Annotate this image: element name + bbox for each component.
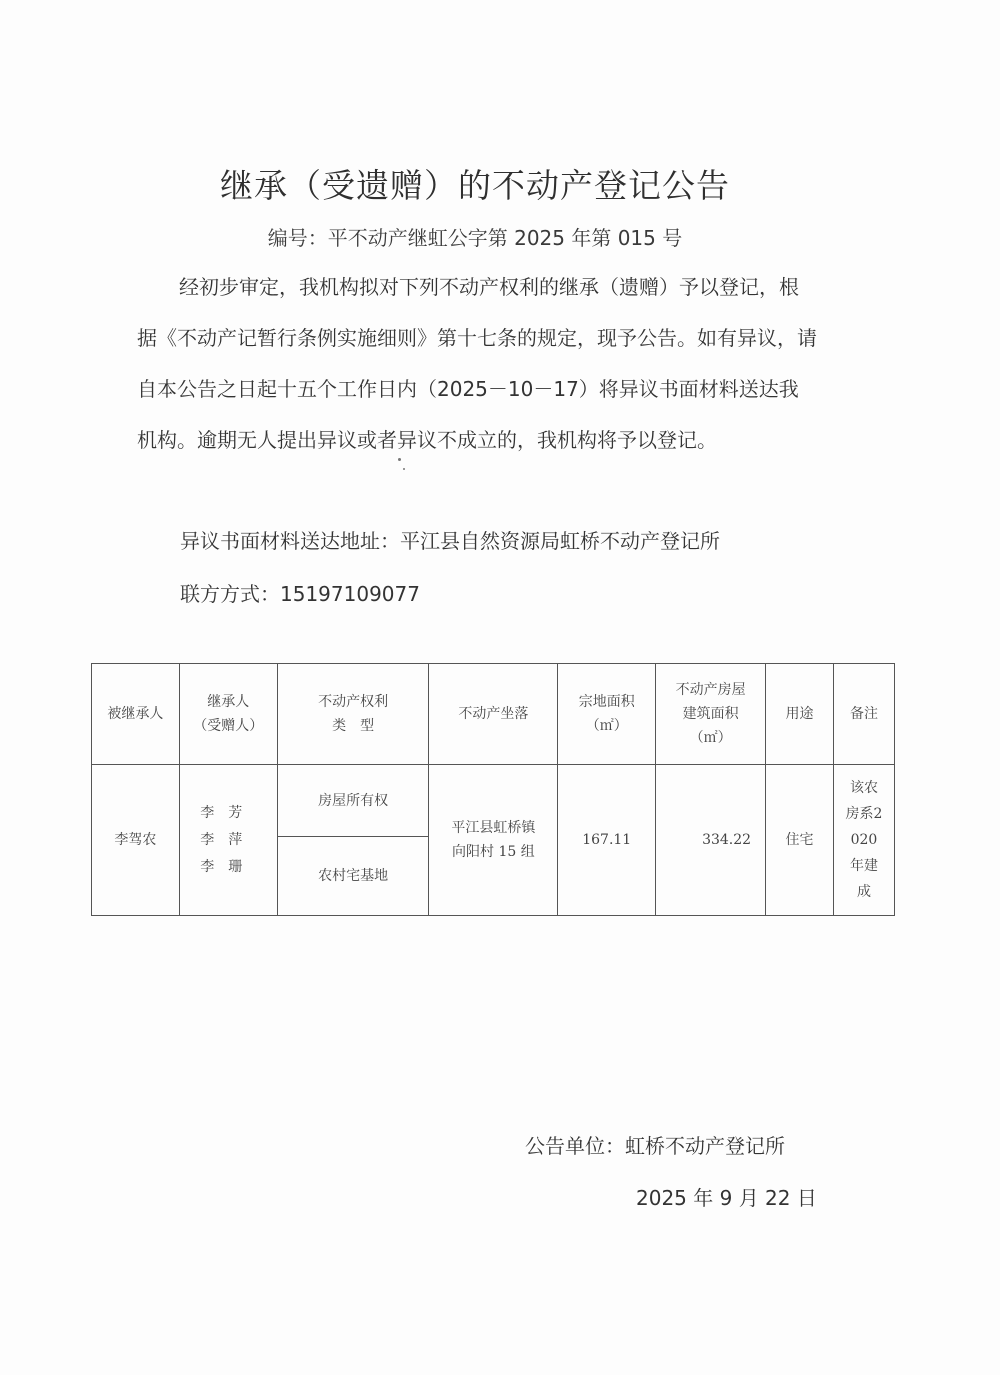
- cell-heirs: [179, 765, 277, 916]
- cell-right-type: 农村宅基地: [277, 837, 429, 916]
- header-right-type: 不动产权利 类 型: [277, 664, 429, 765]
- header-decedent: 被继承人: [92, 664, 180, 765]
- heir-name: 李萍: [200, 831, 257, 848]
- heir-name: 李珊: [200, 858, 257, 875]
- notice-title: 继承（受遗赠）的不动产登记公告: [220, 166, 730, 205]
- cell-usage: 住宅: [766, 765, 834, 916]
- header-land-area: 宗地面积 （㎡）: [558, 664, 656, 765]
- cell-location: 平江县虹桥镇 向阳村 15 组: [429, 765, 558, 916]
- table-header-row: [92, 664, 895, 765]
- cell-decedent: 李驾农: [92, 765, 180, 916]
- cell-land-area: 167.11: [558, 765, 656, 916]
- table-row: [92, 765, 895, 837]
- issuer: 公告单位：虹桥不动产登记所: [525, 1134, 785, 1158]
- header-building-area: 不动产房屋 建筑面积 （㎡）: [656, 664, 766, 765]
- document-number: 编号：平不动产继虹公字第 2025 年第 015 号: [267, 226, 683, 250]
- cell-remark: 该农房系2020年建成: [833, 765, 894, 916]
- body-paragraph: 经初步审定，我机构拟对下列不动产权利的继承（遗赠）予以登记，根据《不动产记暂行条例实施细则》第十七条的规定，现予公告。如有异议，请自本公告之日起十五个工作日内（2025－10－17）将异议书面材料送达我机构。逾期无人提出异议或者异议不成立的，我机构将予以登记。: [137, 275, 817, 452]
- issue-date: 2025 年 9 月 22 日: [636, 1186, 817, 1210]
- contact-info: 联方方式：15197109077: [180, 582, 420, 606]
- objection-address: 异议书面材料送达地址：平江县自然资源局虹桥不动产登记所: [180, 529, 720, 553]
- header-location: 不动产坐落: [429, 664, 558, 765]
- cell-right-type: 房屋所有权: [277, 765, 429, 837]
- scan-speck: [403, 468, 405, 470]
- heir-name: 李芳: [200, 804, 257, 821]
- cell-building-area: 334.22: [656, 765, 766, 916]
- header-heir: 继承人 （受赠人）: [179, 664, 277, 765]
- property-table: [91, 663, 895, 916]
- header-remark: 备注: [833, 664, 894, 765]
- header-usage: 用途: [766, 664, 834, 765]
- scan-speck: [398, 458, 401, 461]
